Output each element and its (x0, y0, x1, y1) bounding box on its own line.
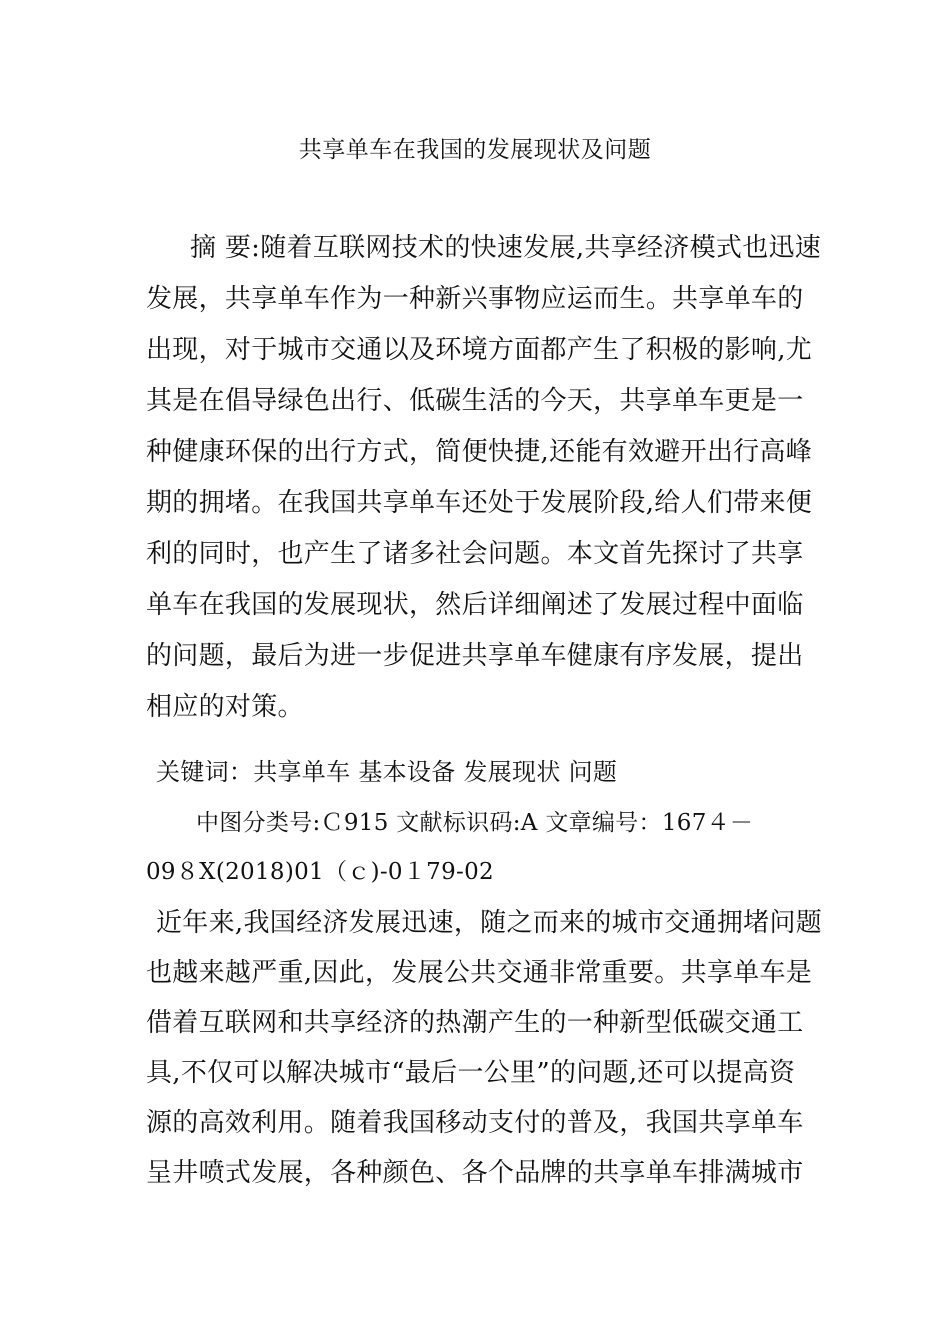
abstract-line: 期的拥堵。在我国共享单车还处于发展阶段,给人们带来便 (146, 488, 813, 518)
document-title: 共享单车在我国的发展现状及问题 (298, 137, 652, 163)
body-line: 源的高效利用。随着我国移动支付的普及，我国共享单车 (146, 1108, 804, 1138)
abstract-line: 发展，共享单车作为一种新兴事物应运而生。共享单车的 (146, 284, 804, 314)
classification-line: 09８X(2018)01（ｃ)-0１79-02 (146, 859, 494, 885)
classification-line: 中图分类号:Ｃ915 文献标识码:A 文章编号：167４－ (196, 810, 754, 836)
body-line: 近年来,我国经济发展迅速，随之而来的城市交通拥堵问题 (156, 908, 823, 938)
keywords-line: 关键词：共享单车 基本设备 发展现状 问题 (156, 758, 618, 786)
abstract-line: 相应的对策。 (146, 692, 304, 722)
body-line: 呈井喷式发展，各种颜色、各个品牌的共享单车排满城市 (146, 1158, 804, 1188)
body-line: 也越来越严重,因此，发展公共交通非常重要。共享单车是 (146, 958, 813, 988)
abstract-line: 利的同时，也产生了诸多社会问题。本文首先探讨了共享 (146, 539, 804, 569)
abstract-line: 单车在我国的发展现状，然后详细阐述了发展过程中面临 (146, 590, 804, 620)
body-line: 具,不仅可以解决城市“最后一公里”的问题,还可以提高资 (146, 1058, 796, 1088)
abstract-line: 种健康环保的出行方式，简便快捷,还能有效避开出行高峰 (146, 437, 813, 467)
abstract-line: 出现，对于城市交通以及环境方面都产生了积极的影响,尤 (146, 335, 813, 365)
abstract-line: 摘 要:随着互联网技术的快速发展,共享经济模式也迅速 (190, 233, 822, 263)
abstract-line: 的问题，最后为进一步促进共享单车健康有序发展，提出 (146, 641, 804, 671)
abstract-line: 其是在倡导绿色出行、低碳生活的今天，共享单车更是一 (146, 386, 804, 416)
body-line: 借着互联网和共享经济的热潮产生的一种新型低碳交通工 (146, 1008, 804, 1038)
